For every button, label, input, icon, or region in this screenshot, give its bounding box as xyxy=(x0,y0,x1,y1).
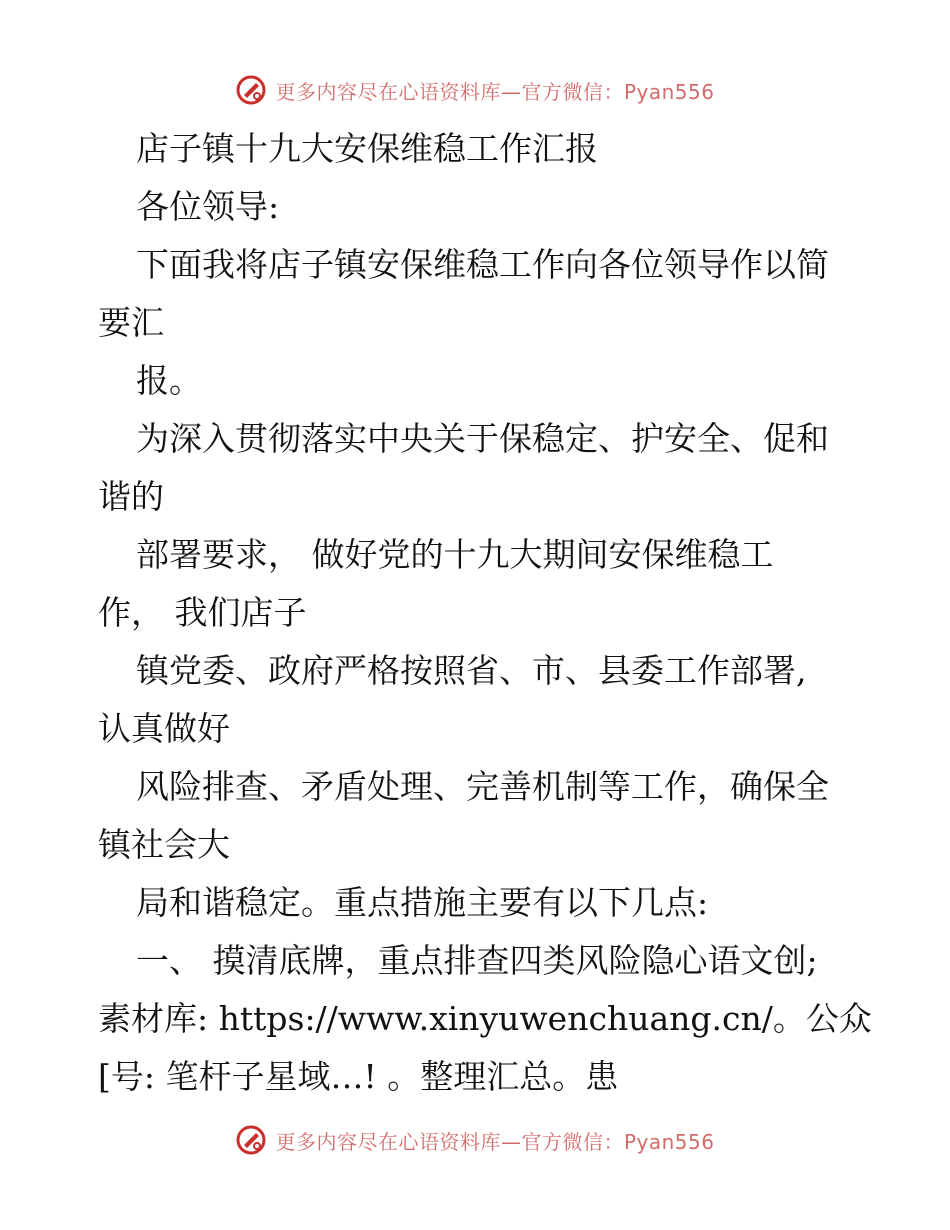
paragraph-line: 部署要求， 做好党的十九大期间安保维稳工 xyxy=(136,535,774,574)
footer-watermark xyxy=(0,1120,950,1160)
paragraph-line: 风险排查、矛盾处理、完善机制等工作，确保全 xyxy=(136,767,829,806)
paragraph-line: 认真做好 xyxy=(98,709,230,748)
paragraph-line: 报。 xyxy=(136,361,202,400)
paragraph-line: 作， 我们店子 xyxy=(98,593,307,632)
watermark-text: 更多内容尽在心语资料库—官方微信：Pyan556 xyxy=(275,79,715,104)
logo-icon xyxy=(235,1124,267,1156)
logo-icon xyxy=(235,74,267,106)
document-title: 店子镇十九大安保维稳工作汇报 xyxy=(136,129,598,168)
paragraph-line: [号: 笔杆子星域…! 。整理汇总。患 xyxy=(98,1057,619,1096)
paragraph-line: 镇党委、政府严格按照省、市、县委工作部署, xyxy=(136,651,807,690)
paragraph-line: 素材库: https://www.xinyuwenchuang.cn/。公众 xyxy=(98,999,872,1038)
paragraph-line: 镇社会大 xyxy=(98,825,230,864)
section-heading: 一、 摸清底牌，重点排查四类风险隐心语文创; xyxy=(136,941,818,980)
paragraph-line: 局和谐稳定。重点措施主要有以下几点: xyxy=(136,883,709,922)
paragraph-line: 谐的 xyxy=(98,477,164,516)
document-body xyxy=(98,120,872,1106)
header-watermark xyxy=(0,70,950,110)
salutation: 各位领导: xyxy=(136,187,280,226)
paragraph-line: 下面我将店子镇安保维稳工作向各位领导作以简 xyxy=(136,245,829,284)
watermark-text: 更多内容尽在心语资料库—官方微信：Pyan556 xyxy=(275,1129,715,1154)
paragraph-line: 要汇 xyxy=(98,303,164,342)
paragraph-line: 为深入贯彻落实中央关于保稳定、护安全、促和 xyxy=(136,419,829,458)
